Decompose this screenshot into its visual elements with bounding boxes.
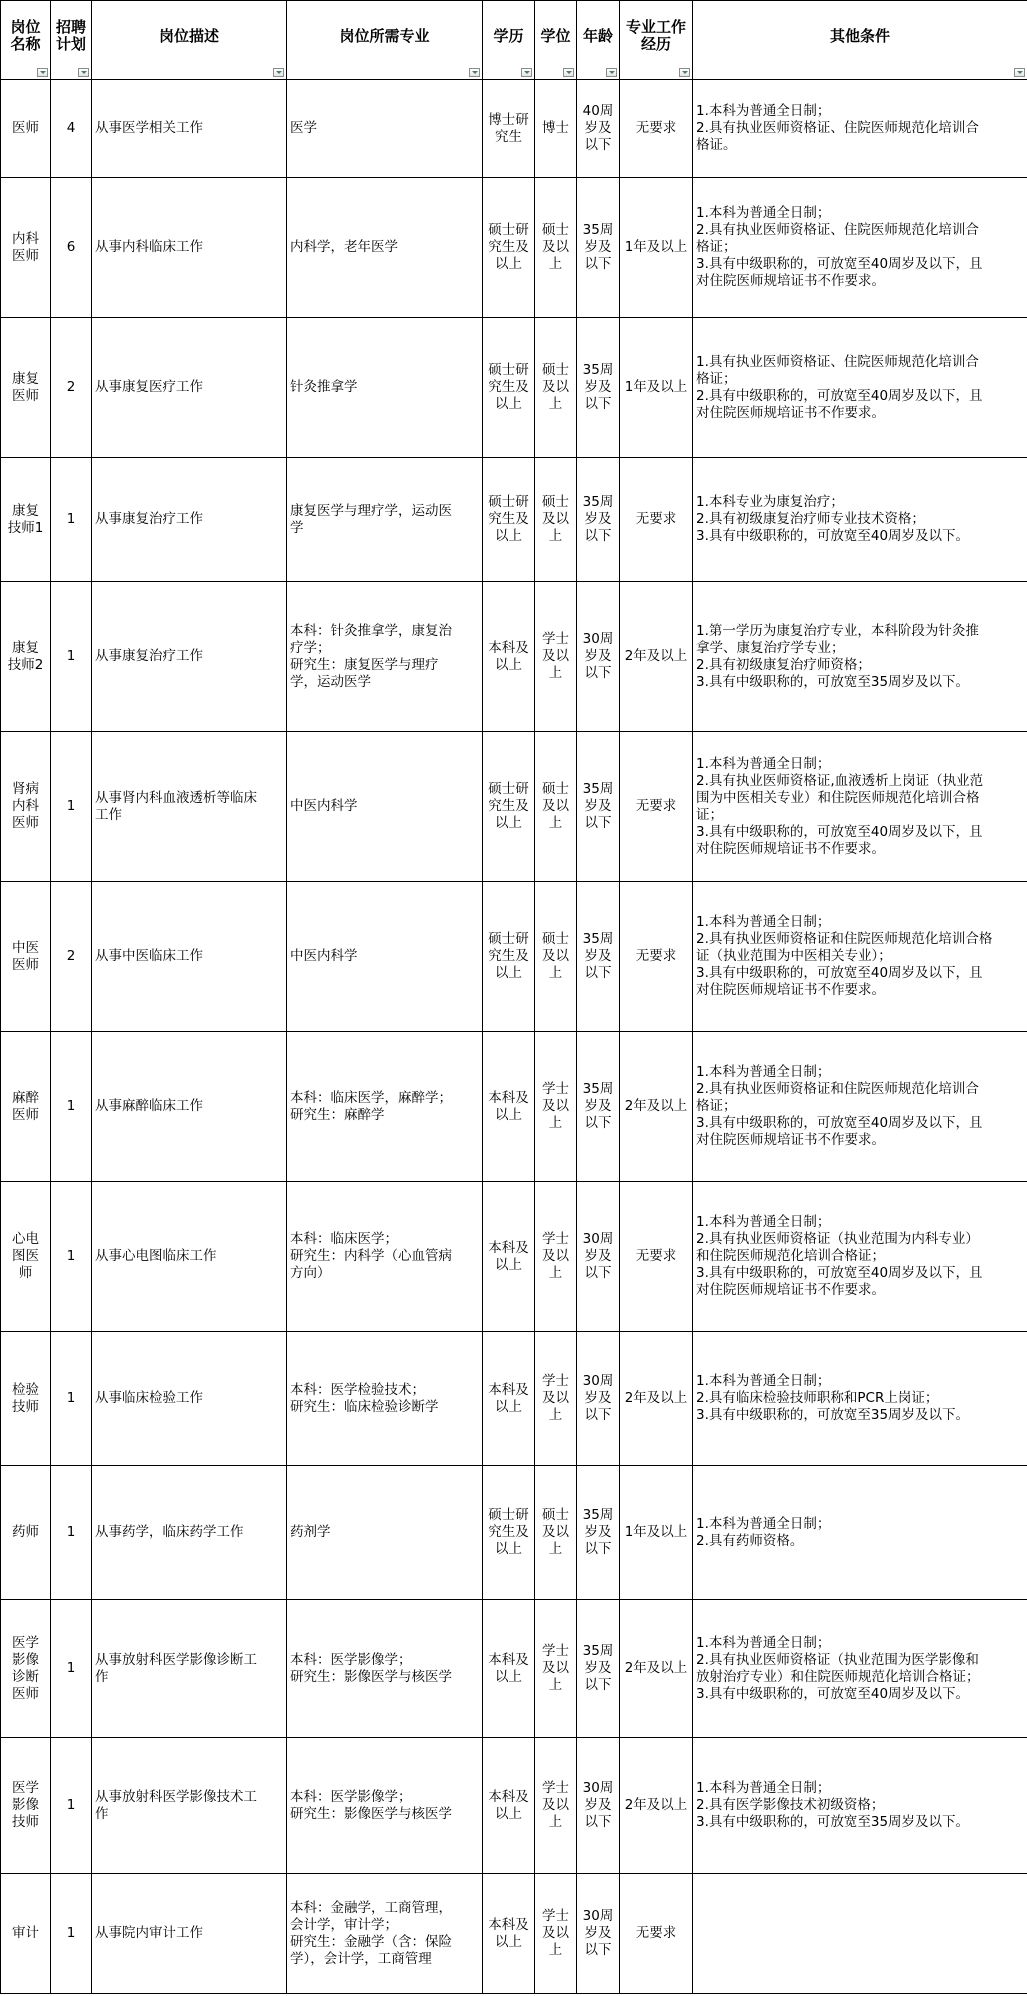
- cell-age[interactable]: 30周 岁及 以下: [577, 582, 620, 732]
- cell-education[interactable]: 本科及 以上: [483, 1182, 535, 1332]
- cell-age[interactable]: 35周 岁及 以下: [577, 1466, 620, 1600]
- cell-age[interactable]: 35周 岁及 以下: [577, 882, 620, 1032]
- table-row: [1, 458, 1027, 582]
- cell-degree[interactable]: 学士 及以 上: [535, 1600, 577, 1738]
- header-position-description: [92, 1, 287, 80]
- header-label: 年龄: [582, 26, 613, 45]
- header-age: [577, 1, 620, 80]
- cell-degree[interactable]: 学士 及以 上: [535, 1738, 577, 1874]
- cell-degree[interactable]: 学士 及以 上: [535, 1032, 577, 1182]
- cell-other-conditions[interactable]: 1.本科为普通全日制； 2.具有临床检验技师职称和PCR上岗证； 3.具有中级职称的，可放宽至35周岁及以下。: [693, 1332, 1027, 1466]
- filter-dropdown-icon[interactable]: [521, 68, 532, 77]
- cell-description[interactable]: 从事康复治疗工作: [92, 458, 287, 582]
- cell-other-conditions[interactable]: 1.本科为普通全日制； 2.具有执业医师资格证（执业范围为内科专业） 和住院医师规范化培训合格证； 3.具有中级职称的，可放宽至40周岁及以下，且 对住院医师规培证书不作要求。: [693, 1182, 1027, 1332]
- header-label: 岗位 名称: [10, 18, 41, 53]
- cell-education[interactable]: 本科及 以上: [483, 1738, 535, 1874]
- filter-dropdown-icon[interactable]: [273, 68, 284, 77]
- cell-degree[interactable]: 硕士 及以 上: [535, 1466, 577, 1600]
- cell-major[interactable]: 本科：医学影像学； 研究生：影像医学与核医学: [287, 1600, 483, 1738]
- table-row: [1, 582, 1027, 732]
- cell-position-name[interactable]: 医学 影像 技师: [1, 1738, 51, 1874]
- table-row: [1, 1182, 1027, 1332]
- header-label: 学位: [540, 26, 571, 45]
- cell-position-name[interactable]: 检验 技师: [1, 1332, 51, 1466]
- cell-major[interactable]: 药剂学: [287, 1466, 483, 1600]
- cell-hiring-count[interactable]: 1: [51, 582, 92, 732]
- cell-experience[interactable]: 2年及以上: [620, 1332, 693, 1466]
- cell-major[interactable]: 本科：金融学，工商管理， 会计学，审计学； 研究生：金融学（含：保险 学），会计学，工商管理: [287, 1874, 483, 1994]
- cell-education[interactable]: 本科及 以上: [483, 1874, 535, 1994]
- cell-major[interactable]: 本科：针灸推拿学，康复治 疗学； 研究生：康复医学与理疗 学，运动医学: [287, 582, 483, 732]
- table-body: [1, 80, 1027, 1994]
- cell-position-name[interactable]: 医师: [1, 80, 51, 178]
- cell-experience[interactable]: 2年及以上: [620, 582, 693, 732]
- cell-position-name[interactable]: 心电 图医 师: [1, 1182, 51, 1332]
- cell-other-conditions[interactable]: 1.本科为普通全日制； 2.具有执业医师资格证（执业范围为医学影像和 放射治疗专业）和住院医师规范化培训合格证； 3.具有中级职称的，可放宽至40周岁及以下。: [693, 1600, 1027, 1738]
- table-row: [1, 1332, 1027, 1466]
- header-label: 岗位描述: [158, 26, 219, 45]
- cell-hiring-count[interactable]: 1: [51, 1332, 92, 1466]
- cell-degree[interactable]: 学士 及以 上: [535, 582, 577, 732]
- cell-position-name[interactable]: 康复 技师2: [1, 582, 51, 732]
- cell-position-name[interactable]: 审计: [1, 1874, 51, 1994]
- cell-other-conditions[interactable]: [693, 1874, 1027, 1994]
- cell-experience[interactable]: 1年及以上: [620, 318, 693, 458]
- cell-education[interactable]: 硕士研 究生及 以上: [483, 458, 535, 582]
- cell-experience[interactable]: 无要求: [620, 80, 693, 178]
- cell-age[interactable]: 30周 岁及 以下: [577, 1182, 620, 1332]
- filter-dropdown-icon[interactable]: [469, 68, 480, 77]
- header-hiring-plan: [51, 1, 92, 80]
- cell-hiring-count[interactable]: 1: [51, 1738, 92, 1874]
- cell-age[interactable]: 30周 岁及 以下: [577, 1332, 620, 1466]
- filter-dropdown-icon[interactable]: [1014, 68, 1025, 77]
- cell-age[interactable]: 35周 岁及 以下: [577, 1600, 620, 1738]
- cell-description[interactable]: 从事心电图临床工作: [92, 1182, 287, 1332]
- filter-dropdown-icon[interactable]: [78, 68, 89, 77]
- cell-other-conditions[interactable]: 1.本科为普通全日制； 2.具有执业医师资格证、住院医师规范化培训合 格证； 3.具有中级职称的，可放宽至40周岁及以下，且 对住院医师规培证书不作要求。: [693, 178, 1027, 318]
- cell-position-name[interactable]: 康复 医师: [1, 318, 51, 458]
- cell-other-conditions[interactable]: 1.本科为普通全日制； 2.具有医学影像技术初级资格； 3.具有中级职称的，可放宽至35周岁及以下。: [693, 1738, 1027, 1874]
- cell-degree[interactable]: 学士 及以 上: [535, 1332, 577, 1466]
- header-other-conditions: [693, 1, 1027, 80]
- cell-position-name[interactable]: 肾病 内科 医师: [1, 732, 51, 882]
- cell-degree[interactable]: 硕士 及以 上: [535, 882, 577, 1032]
- cell-other-conditions[interactable]: 1.本科为普通全日制； 2.具有药师资格。: [693, 1466, 1027, 1600]
- table-row: [1, 178, 1027, 318]
- cell-description[interactable]: 从事康复治疗工作: [92, 582, 287, 732]
- cell-description[interactable]: 从事临床检验工作: [92, 1332, 287, 1466]
- header-required-major: [287, 1, 483, 80]
- cell-experience[interactable]: 无要求: [620, 1874, 693, 1994]
- cell-age[interactable]: 40周 岁及 以下: [577, 80, 620, 178]
- header-degree: [535, 1, 577, 80]
- table-row: [1, 1600, 1027, 1738]
- cell-experience[interactable]: 2年及以上: [620, 1738, 693, 1874]
- cell-degree[interactable]: 硕士 及以 上: [535, 732, 577, 882]
- cell-position-name[interactable]: 内科 医师: [1, 178, 51, 318]
- cell-age[interactable]: 35周 岁及 以下: [577, 318, 620, 458]
- cell-education[interactable]: 硕士研 究生及 以上: [483, 178, 535, 318]
- cell-description[interactable]: 从事内科临床工作: [92, 178, 287, 318]
- cell-hiring-count[interactable]: 1: [51, 1874, 92, 1994]
- cell-hiring-count[interactable]: 2: [51, 882, 92, 1032]
- cell-experience[interactable]: 无要求: [620, 458, 693, 582]
- header-education: [483, 1, 535, 80]
- header-label: 招聘 计划: [55, 18, 86, 53]
- cell-description[interactable]: 从事药学，临床药学工作: [92, 1466, 287, 1600]
- cell-description[interactable]: 从事医学相关工作: [92, 80, 287, 178]
- table-row: [1, 1874, 1027, 1994]
- cell-age[interactable]: 35周 岁及 以下: [577, 178, 620, 318]
- cell-hiring-count[interactable]: 1: [51, 732, 92, 882]
- cell-major[interactable]: 本科：医学检验技术； 研究生：临床检验诊断学: [287, 1332, 483, 1466]
- cell-other-conditions[interactable]: 1.本科为普通全日制； 2.具有执业医师资格证和住院医师规范化培训合 格证； 3.具有中级职称的，可放宽至40周岁及以下，且 对住院医师规培证书不作要求。: [693, 1032, 1027, 1182]
- cell-hiring-count[interactable]: 6: [51, 178, 92, 318]
- cell-experience[interactable]: 2年及以上: [620, 1600, 693, 1738]
- cell-experience[interactable]: 无要求: [620, 1182, 693, 1332]
- cell-age[interactable]: 30周 岁及 以下: [577, 1874, 620, 1994]
- cell-position-name[interactable]: 康复 技师1: [1, 458, 51, 582]
- cell-education[interactable]: 硕士研 究生及 以上: [483, 882, 535, 1032]
- cell-education[interactable]: 本科及 以上: [483, 1032, 535, 1182]
- cell-degree[interactable]: 博士: [535, 80, 577, 178]
- table-row: [1, 1032, 1027, 1182]
- cell-other-conditions[interactable]: 1.本科专业为康复治疗； 2.具有初级康复治疗师专业技术资格； 3.具有中级职称的，可放宽至40周岁及以下。: [693, 458, 1027, 582]
- header-row: [1, 1, 1027, 80]
- cell-hiring-count[interactable]: 1: [51, 1032, 92, 1182]
- cell-description[interactable]: 从事肾内科血液透析等临床 工作: [92, 732, 287, 882]
- cell-degree[interactable]: 硕士 及以 上: [535, 178, 577, 318]
- cell-position-name[interactable]: 中医 医师: [1, 882, 51, 1032]
- header-label: 学历: [493, 26, 524, 45]
- cell-experience[interactable]: 1年及以上: [620, 1466, 693, 1600]
- cell-hiring-count[interactable]: 1: [51, 1182, 92, 1332]
- header-position-name: [1, 1, 51, 80]
- cell-education[interactable]: 博士研 究生: [483, 80, 535, 178]
- cell-major[interactable]: 中医内科学: [287, 882, 483, 1032]
- cell-education[interactable]: 硕士研 究生及 以上: [483, 318, 535, 458]
- table-row: [1, 732, 1027, 882]
- header-label: 岗位所需专业: [339, 26, 430, 45]
- cell-degree[interactable]: 硕士 及以 上: [535, 458, 577, 582]
- cell-description[interactable]: 从事麻醉临床工作: [92, 1032, 287, 1182]
- table-row: [1, 1466, 1027, 1600]
- cell-other-conditions[interactable]: 1.本科为普通全日制； 2.具有执业医师资格证,血液透析上岗证（执业范 围为中医相关专业）和住院医师规范化培训合格 证； 3.具有中级职称的，可放宽至40周岁及以下，且 对住院医师规培证书不作要求。: [693, 732, 1027, 882]
- cell-education[interactable]: 硕士研 究生及 以上: [483, 732, 535, 882]
- cell-hiring-count[interactable]: 1: [51, 1600, 92, 1738]
- cell-experience[interactable]: 1年及以上: [620, 178, 693, 318]
- cell-hiring-count[interactable]: 2: [51, 318, 92, 458]
- cell-degree[interactable]: 学士 及以 上: [535, 1182, 577, 1332]
- filter-dropdown-icon[interactable]: [679, 68, 690, 77]
- cell-description[interactable]: 从事康复医疗工作: [92, 318, 287, 458]
- cell-position-name[interactable]: 药师: [1, 1466, 51, 1600]
- cell-major[interactable]: 针灸推拿学: [287, 318, 483, 458]
- cell-education[interactable]: 本科及 以上: [483, 1332, 535, 1466]
- filter-dropdown-icon[interactable]: [606, 68, 617, 77]
- cell-description[interactable]: 从事放射科医学影像诊断工 作: [92, 1600, 287, 1738]
- filter-dropdown-icon[interactable]: [563, 68, 574, 77]
- table-row: [1, 1738, 1027, 1874]
- cell-position-name[interactable]: 麻醉 医师: [1, 1032, 51, 1182]
- cell-description[interactable]: 从事放射科医学影像技术工 作: [92, 1738, 287, 1874]
- table-row: [1, 80, 1027, 178]
- cell-other-conditions[interactable]: 1.具有执业医师资格证、住院医师规范化培训合 格证； 2.具有中级职称的，可放宽至40周岁及以下，且 对住院医师规培证书不作要求。: [693, 318, 1027, 458]
- cell-major[interactable]: 医学: [287, 80, 483, 178]
- cell-other-conditions[interactable]: 1.本科为普通全日制； 2.具有执业医师资格证和住院医师规范化培训合格 证（执业范围为中医相关专业）； 3.具有中级职称的，可放宽至40周岁及以下，且 对住院医师规培证书不作要求。: [693, 882, 1027, 1032]
- cell-major[interactable]: 本科：医学影像学； 研究生：影像医学与核医学: [287, 1738, 483, 1874]
- header-label: 其他条件: [829, 26, 890, 45]
- filter-dropdown-icon[interactable]: [37, 68, 48, 77]
- cell-age[interactable]: 35周 岁及 以下: [577, 732, 620, 882]
- table-row: [1, 318, 1027, 458]
- cell-age[interactable]: 30周 岁及 以下: [577, 1738, 620, 1874]
- table-row: [1, 882, 1027, 1032]
- cell-major[interactable]: 中医内科学: [287, 732, 483, 882]
- header-label: 专业工作 经历: [625, 18, 686, 53]
- header-work-experience: [620, 1, 693, 80]
- cell-hiring-count[interactable]: 1: [51, 1466, 92, 1600]
- cell-position-name[interactable]: 医学 影像 诊断 医师: [1, 1600, 51, 1738]
- cell-major[interactable]: 康复医学与理疗学，运动医 学: [287, 458, 483, 582]
- cell-experience[interactable]: 无要求: [620, 882, 693, 1032]
- cell-degree[interactable]: 学士 及以 上: [535, 1874, 577, 1994]
- cell-other-conditions[interactable]: 1.本科为普通全日制； 2.具有执业医师资格证、住院医师规范化培训合 格证。: [693, 80, 1027, 178]
- cell-education[interactable]: 本科及 以上: [483, 582, 535, 732]
- cell-major[interactable]: 本科：临床医学； 研究生：内科学（心血管病 方向）: [287, 1182, 483, 1332]
- cell-description[interactable]: 从事中医临床工作: [92, 882, 287, 1032]
- cell-major[interactable]: 本科：临床医学，麻醉学； 研究生：麻醉学: [287, 1032, 483, 1182]
- cell-hiring-count[interactable]: 1: [51, 458, 92, 582]
- cell-degree[interactable]: 硕士 及以 上: [535, 318, 577, 458]
- cell-experience[interactable]: 2年及以上: [620, 1032, 693, 1182]
- cell-hiring-count[interactable]: 4: [51, 80, 92, 178]
- cell-age[interactable]: 35周 岁及 以下: [577, 458, 620, 582]
- cell-major[interactable]: 内科学，老年医学: [287, 178, 483, 318]
- cell-age[interactable]: 35周 岁及 以下: [577, 1032, 620, 1182]
- cell-other-conditions[interactable]: 1.第一学历为康复治疗专业，本科阶段为针灸推 拿学、康复治疗学专业； 2.具有初级康复治疗师资格； 3.具有中级职称的，可放宽至35周岁及以下。: [693, 582, 1027, 732]
- cell-description[interactable]: 从事院内审计工作: [92, 1874, 287, 1994]
- cell-experience[interactable]: 无要求: [620, 732, 693, 882]
- cell-education[interactable]: 硕士研 究生及 以上: [483, 1466, 535, 1600]
- cell-education[interactable]: 本科及 以上: [483, 1600, 535, 1738]
